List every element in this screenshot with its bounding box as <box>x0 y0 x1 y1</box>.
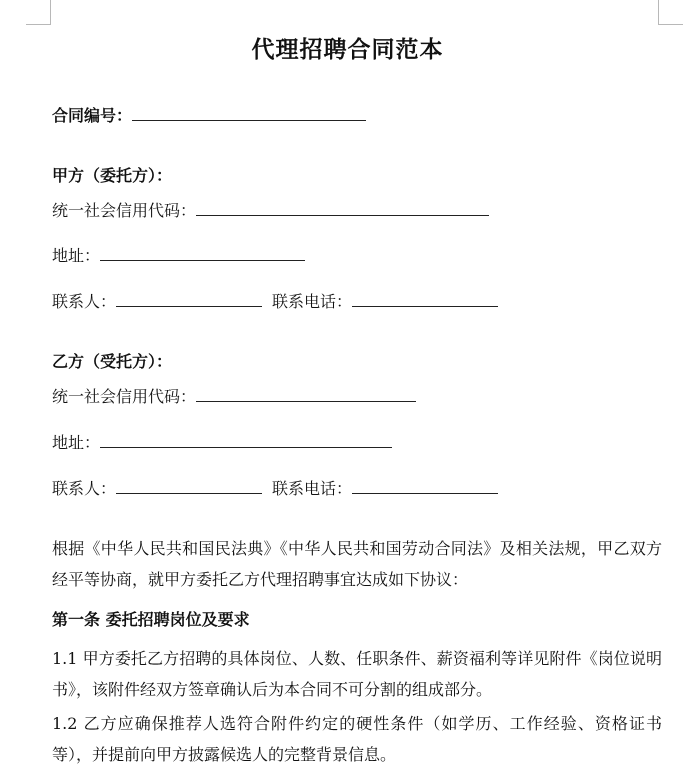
party-a-address-line <box>52 245 305 267</box>
party-b-heading: 乙方（受托方）： <box>52 352 173 371</box>
contract-number-line <box>52 105 366 127</box>
contract-number-label: 合同编号： <box>52 106 133 125</box>
party-a-credit-code-blank[interactable] <box>196 200 489 216</box>
party-b-credit-code-blank[interactable] <box>196 386 416 402</box>
party-b-address-line <box>52 432 392 454</box>
party-b-contact-line <box>52 478 498 500</box>
clause-1-1: 1.1 甲方委托乙方招聘的具体岗位、人数、任职条件、薪资福利等详见附件《岗位说明书》，该附件经双方签章确认后为本合同不可分割的组成部分。 <box>52 649 662 699</box>
party-b-credit-code-line <box>52 386 416 408</box>
party-a-heading: 甲方（委托方）： <box>52 166 173 185</box>
party-b-credit-code-label: 统一社会信用代码： <box>52 387 197 406</box>
clause-1-2: 1.2 乙方应确保推荐人选符合附件约定的硬性条件（如学历、工作经验、资格证书等），并提前向甲方披露候选人的完整背景信息。 <box>52 714 662 764</box>
party-a-phone-blank[interactable] <box>352 291 498 307</box>
crop-mark-top-left <box>26 0 51 25</box>
party-a-contact-line <box>52 291 498 313</box>
party-a-contact-blank[interactable] <box>116 291 262 307</box>
party-b-address-label: 地址： <box>52 433 101 452</box>
party-a-credit-code-line <box>52 200 489 222</box>
contract-number-blank[interactable] <box>132 105 366 121</box>
party-a-phone-label: 联系电话： <box>272 292 353 311</box>
party-b-address-blank[interactable] <box>100 432 392 448</box>
party-a-credit-code-label: 统一社会信用代码： <box>52 201 197 220</box>
party-b-phone-label: 联系电话： <box>272 479 353 498</box>
crop-mark-top-right <box>658 0 683 25</box>
party-b-contact-blank[interactable] <box>116 478 262 494</box>
party-b-phone-blank[interactable] <box>352 478 498 494</box>
party-b-contact-label: 联系人： <box>52 479 117 498</box>
article-1-heading: 第一条 委托招聘岗位及要求 <box>52 610 250 629</box>
preamble-paragraph: 根据《中华人民共和国民法典》《中华人民共和国劳动合同法》及相关法规，甲乙双方经平等协商，就甲方委托乙方代理招聘事宜达成如下协议： <box>52 539 662 589</box>
party-a-address-blank[interactable] <box>100 245 305 261</box>
party-a-contact-label: 联系人： <box>52 292 117 311</box>
party-a-address-label: 地址： <box>52 246 101 265</box>
document-title: 代理招聘合同范本 <box>251 36 444 63</box>
